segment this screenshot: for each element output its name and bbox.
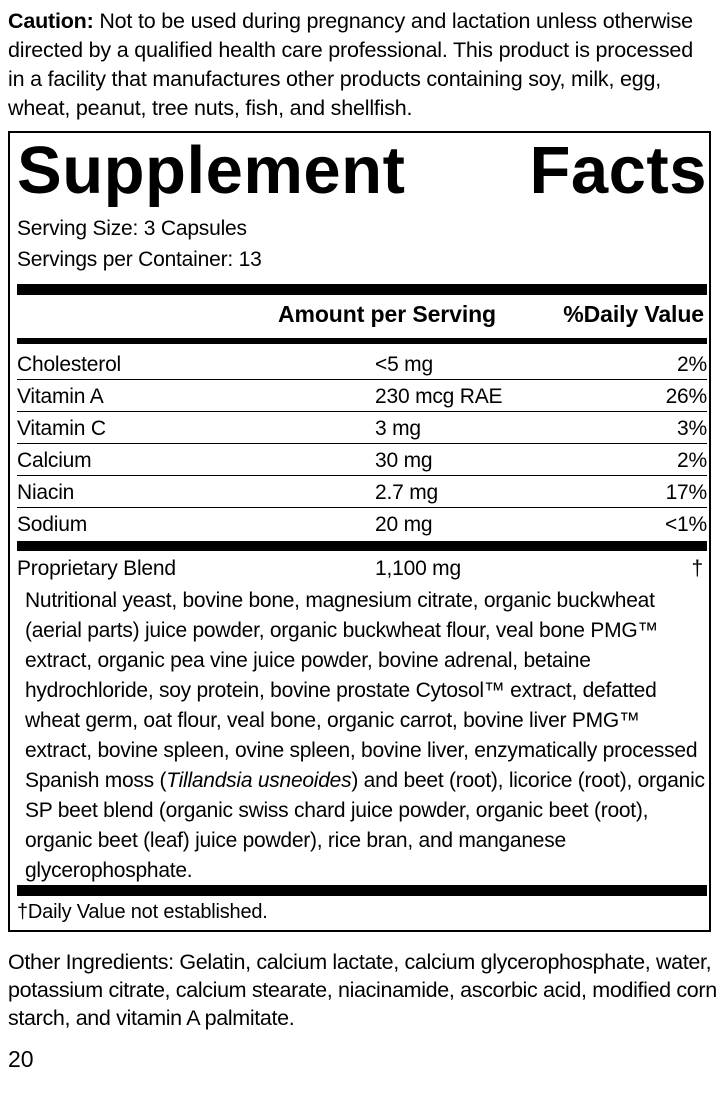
nutrient-daily-value: 26% (665, 385, 707, 408)
proprietary-blend-row (17, 552, 707, 584)
servings-per-container: Servings per Container: 13 (17, 248, 262, 271)
column-header-daily-value: %Daily Value (563, 301, 704, 327)
daily-value-footnote: †Daily Value not established. (17, 901, 268, 923)
nutrient-row (17, 444, 707, 476)
nutrient-amount: <5 mg (375, 353, 433, 376)
caution-label: Caution: (8, 9, 94, 33)
other-ingredients: Other Ingredients: Gelatin, calcium lactate, calcium glycerophosphate, water, potassium citrate, calcium stearate, niacinamide, ascorbic acid, modified corn starch, and vitamin A palmitate. (8, 950, 717, 1030)
nutrient-daily-value: 2% (677, 449, 707, 472)
nutrient-amount: 30 mg (375, 449, 433, 472)
nutrient-daily-value: 2% (677, 353, 707, 376)
nutrient-row (17, 508, 707, 540)
caution-text: Not to be used during pregnancy and lactation unless otherwise directed by a qualified health care professional. This product is processed in a facility that manufactures other products containing soy, milk, egg, wheat, peanut, tree nuts, fish, and shellfish. (8, 9, 693, 120)
supplement-facts-panel (8, 131, 711, 932)
page-number: 20 (8, 1046, 34, 1072)
nutrient-name: Vitamin A (17, 385, 104, 408)
nutrient-daily-value: 3% (677, 417, 707, 440)
title-word-facts: Facts (529, 133, 707, 208)
blend-ingredients-latin-name: Tillandsia usneoides (166, 769, 352, 792)
thick-divider-top (17, 284, 707, 295)
nutrient-row (17, 412, 707, 444)
thick-divider-blend (17, 541, 707, 551)
blend-daily-value: † (691, 557, 703, 580)
nutrient-amount: 3 mg (375, 417, 421, 440)
nutrient-daily-value: <1% (664, 513, 707, 536)
nutrient-amount: 2.7 mg (375, 481, 438, 504)
nutrient-row (17, 348, 707, 380)
blend-name: Proprietary Blend (17, 557, 176, 580)
blend-ingredients (25, 586, 710, 886)
medium-divider (17, 338, 707, 344)
title-word-supplement: Supplement (17, 133, 406, 208)
nutrient-name: Sodium (17, 513, 88, 536)
serving-size: Serving Size: 3 Capsules (17, 217, 247, 240)
column-header-amount: Amount per Serving (278, 301, 497, 327)
nutrient-amount: 230 mcg RAE (375, 385, 503, 408)
nutrient-name: Cholesterol (17, 353, 122, 376)
caution-statement (8, 7, 714, 123)
nutrient-name: Calcium (17, 449, 92, 472)
nutrient-daily-value: 17% (665, 481, 707, 504)
thick-divider-bottom (17, 885, 707, 896)
blend-amount: 1,100 mg (375, 557, 461, 580)
nutrient-amount: 20 mg (375, 513, 433, 536)
blend-ingredients-text: Nutritional yeast, bovine bone, magnesium citrate, organic buckwheat (aerial parts) juice powder, organic buckwheat flour, veal bone PMG™ extract, organic pea vine juice powder, bovine adrenal, betaine hydrochloride, soy protein, bovine prostate Cytosol™ extract, defatted wheat germ, oat flour, veal bone, organic carrot, bovine liver PMG™ extract, bovine spleen, ovine spleen, bovine liver, enzymatically processed Spanish moss ( (25, 589, 698, 792)
blend-ingredients-text-end: ) and beet (root), licorice (root), organic SP beet blend (organic swiss chard juice powder, organic beet (root), organic beet (leaf) juice powder), rice bran, and manganese glycerophosphate. (25, 769, 705, 882)
nutrient-row (17, 380, 707, 412)
panel-title (17, 133, 707, 208)
nutrient-name: Niacin (17, 481, 75, 504)
nutrient-name: Vitamin C (17, 417, 106, 440)
nutrient-row (17, 476, 707, 508)
